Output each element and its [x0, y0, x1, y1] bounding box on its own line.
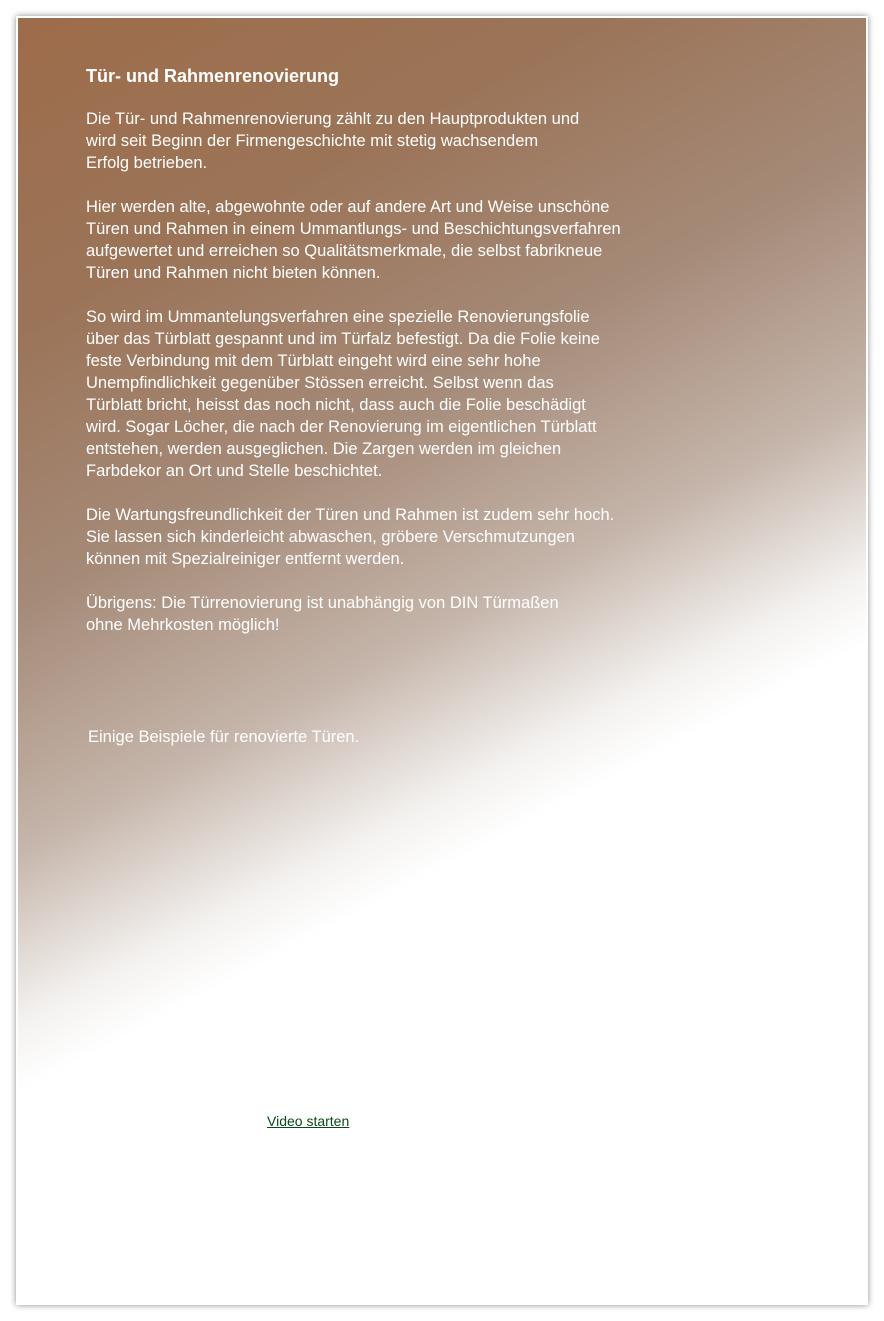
paragraph-maintenance: Die Wartungsfreundlichkeit der Türen und Rahmen ist zudem sehr hoch. Sie lassen sich kinderleicht abwaschen, gröbere Verschmutzungen können mit Spezialreiniger entfernt werden.: [86, 506, 615, 568]
video-start-link[interactable]: Video starten: [267, 1113, 350, 1129]
article-heading: Tür- und Rahmenrenovierung: [86, 66, 340, 86]
paragraph-wrapping-method: So wird im Ummantelungsverfahren eine spezielle Renovierungsfolie über das Türblatt gespannt und im Türfalz befestigt. Da die Folie keine feste Verbindung mit dem Türblatt eingeht wird eine sehr hohe Unempfindlichkeit gegenüber Stössen erreicht. Selbst wenn das Türblatt bricht, heisst das noch nicht, dass auch die Folie beschädigt wird. Sogar Löcher, die nach der Renovierung im eigentlichen Türblatt entstehen, werden ausgeglichen. Die Zargen werden im gleichen Farbdekor an Ort und Stelle beschichtet.: [86, 308, 600, 480]
paragraph-din-note: Übrigens: Die Türrenovierung ist unabhängig von DIN Türmaßen ohne Mehrkosten möglich!: [86, 594, 559, 634]
article-content: [86, 64, 726, 658]
paragraph-intro: Die Tür- und Rahmenrenovierung zählt zu den Hauptprodukten und wird seit Beginn der Firmengeschichte mit stetig wachsendem Erfolg betrieben.: [86, 110, 580, 172]
examples-caption: Einige Beispiele für renovierte Türen.: [88, 728, 360, 746]
paragraph-process: Hier werden alte, abgewohnte oder auf andere Art und Weise unschöne Türen und Rahmen in einem Ummantlungs- und Beschichtungsverfahren aufgewertet und erreichen so Qualitätsmerkmale, die selbst fabrikneue Türen und Rahmen nicht bieten können.: [86, 198, 621, 282]
page-frame: [16, 16, 868, 1305]
video-prompt: Möchten Sie unseren Informationsfilm über Türen anschauen?: [88, 1095, 232, 1146]
